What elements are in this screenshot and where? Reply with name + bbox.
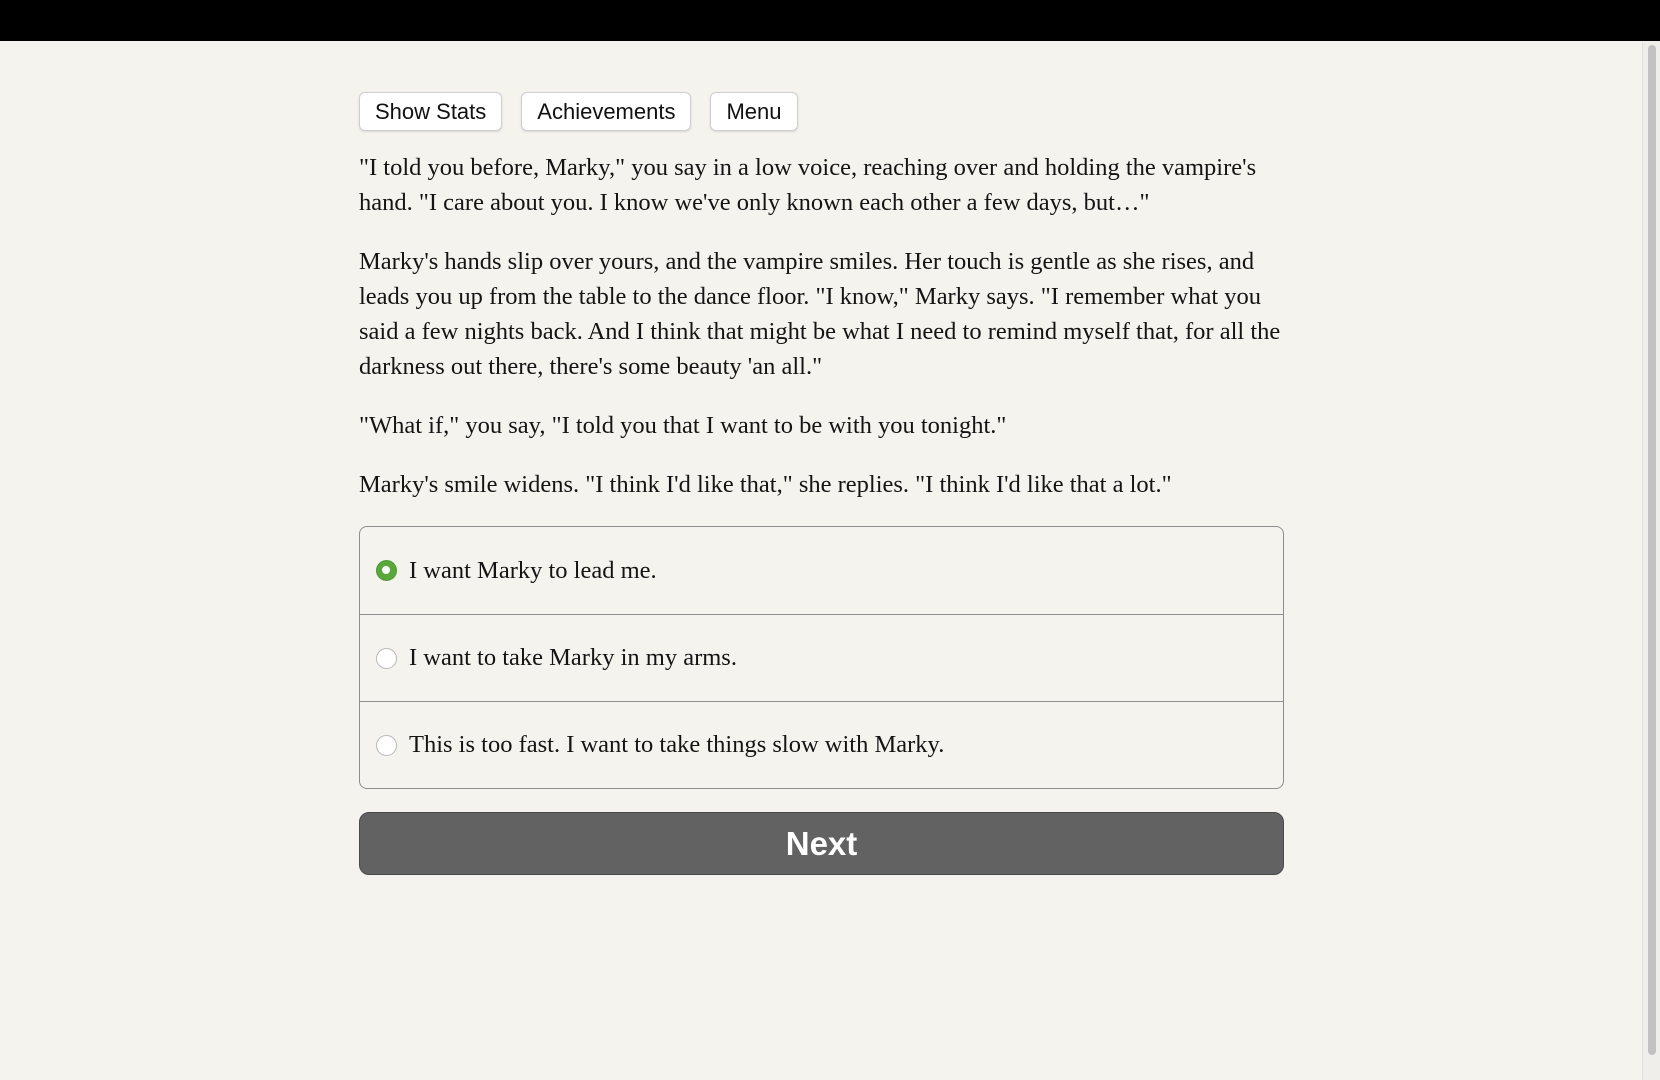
menu-button[interactable]: Menu <box>710 92 797 131</box>
radio-unselected-icon[interactable] <box>376 735 397 756</box>
story-paragraph: Marky's smile widens. "I think I'd like that," she replies. "I think I'd like that a lot." <box>359 471 1172 498</box>
radio-selected-icon[interactable] <box>376 560 397 581</box>
game-container <box>359 92 1284 875</box>
choice-option-slow[interactable] <box>360 701 1283 788</box>
story-text <box>359 150 1284 502</box>
show-stats-button[interactable]: Show Stats <box>359 92 502 131</box>
choice-option-lead[interactable] <box>360 527 1283 614</box>
choice-label: This is too fast. I want to take things slow with Marky. <box>409 731 945 758</box>
next-button[interactable]: Next <box>359 812 1284 875</box>
choice-label: I want to take Marky in my arms. <box>409 644 737 671</box>
story-paragraph: "What if," you say, "I told you that I want to be with you tonight." <box>359 412 1007 439</box>
choice-option-arms[interactable] <box>360 614 1283 701</box>
top-bar <box>0 0 1660 41</box>
vertical-scrollbar[interactable] <box>1642 41 1660 1080</box>
radio-unselected-icon[interactable] <box>376 648 397 669</box>
scrollbar-thumb[interactable] <box>1648 45 1656 1055</box>
choice-list <box>359 526 1284 789</box>
choice-label: I want Marky to lead me. <box>409 556 657 584</box>
story-paragraph: "I told you before, Marky," you say in a low voice, reaching over and holding the vampire's hand. "I care about you. I know we've only known each other a few days, but…" <box>359 154 1257 216</box>
story-paragraph: Marky's hands slip over yours, and the vampire smiles. Her touch is gentle as she rises, and leads you up from the table to the dance floor. "I know," Marky says. "I remember what you said a few nights back. And I think that might be what I need to remind myself that, for all the darkness out there, there's some beauty 'an all." <box>359 248 1281 380</box>
achievements-button[interactable]: Achievements <box>521 92 691 131</box>
toolbar <box>359 92 1284 132</box>
